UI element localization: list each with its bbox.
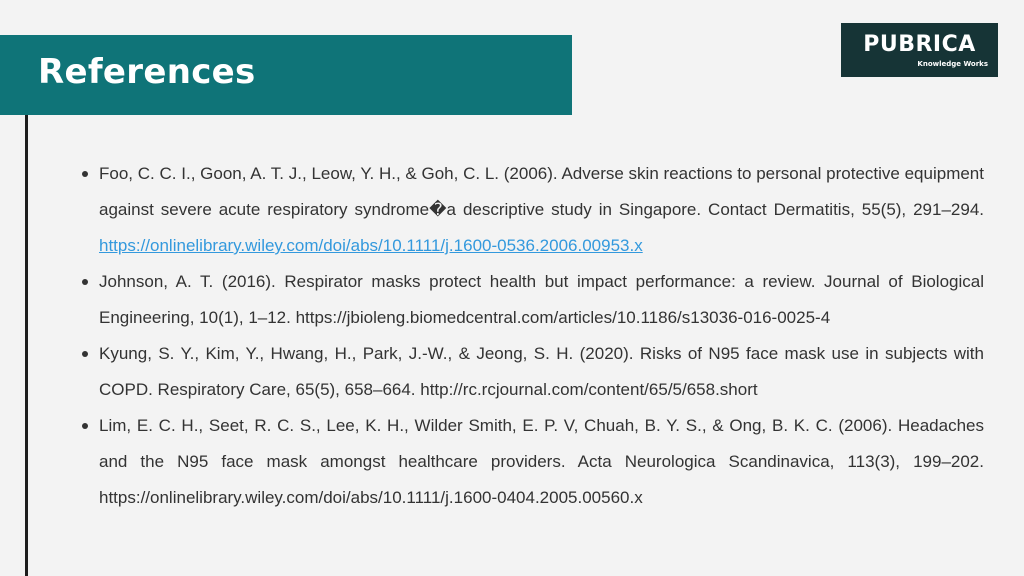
logo-name: PUBRICA (863, 32, 976, 57)
reference-list (80, 156, 984, 516)
left-divider (25, 115, 28, 576)
logo-tagline: Knowledge Works (917, 60, 988, 68)
reference-text: Johnson, A. T. (2016). Respirator masks protect health but impact performance: a review. Journal of Biological Engineering, 10(1), 1–12. https://jbioleng.biomedcentral.com/articles/10.1186/s13036-016-0025-4 (99, 272, 984, 327)
page-title: References (38, 52, 256, 92)
reference-item (80, 408, 984, 516)
bullet-icon (82, 423, 88, 429)
pubrica-logo (841, 23, 998, 77)
bullet-icon (82, 279, 88, 285)
reference-item (80, 336, 984, 408)
reference-text: Foo, C. C. I., Goon, A. T. J., Leow, Y. H., & Goh, C. L. (2006). Adverse skin reactions to personal protective equipment against severe acute respiratory syndrome�a descriptive study in Singapore. Contact Dermatitis, 55(5), 291–294. (99, 164, 984, 219)
bullet-icon (82, 171, 88, 177)
bullet-icon (82, 351, 88, 357)
reference-item (80, 264, 984, 336)
reference-text: Lim, E. C. H., Seet, R. C. S., Lee, K. H., Wilder Smith, E. P. V, Chuah, B. Y. S., & Ong, B. K. C. (2006). Headaches and the N95 face mask amongst healthcare providers. Acta Neurologica Scandinavica, 113(3), 199–202. https://onlinelibrary.wiley.com/doi/abs/10.1111/j.1600-0404.2005.00560.x (99, 416, 984, 507)
reference-text: Kyung, S. Y., Kim, Y., Hwang, H., Park, J.-W., & Jeong, S. H. (2020). Risks of N95 face mask use in subjects with COPD. Respiratory Care, 65(5), 658–664. http://rc.rcjournal.com/content/65/5/658.short (99, 344, 984, 399)
reference-item (80, 156, 984, 264)
reference-link[interactable]: https://onlinelibrary.wiley.com/doi/abs/10.1111/j.1600-0536.2006.00953.x (99, 236, 643, 255)
